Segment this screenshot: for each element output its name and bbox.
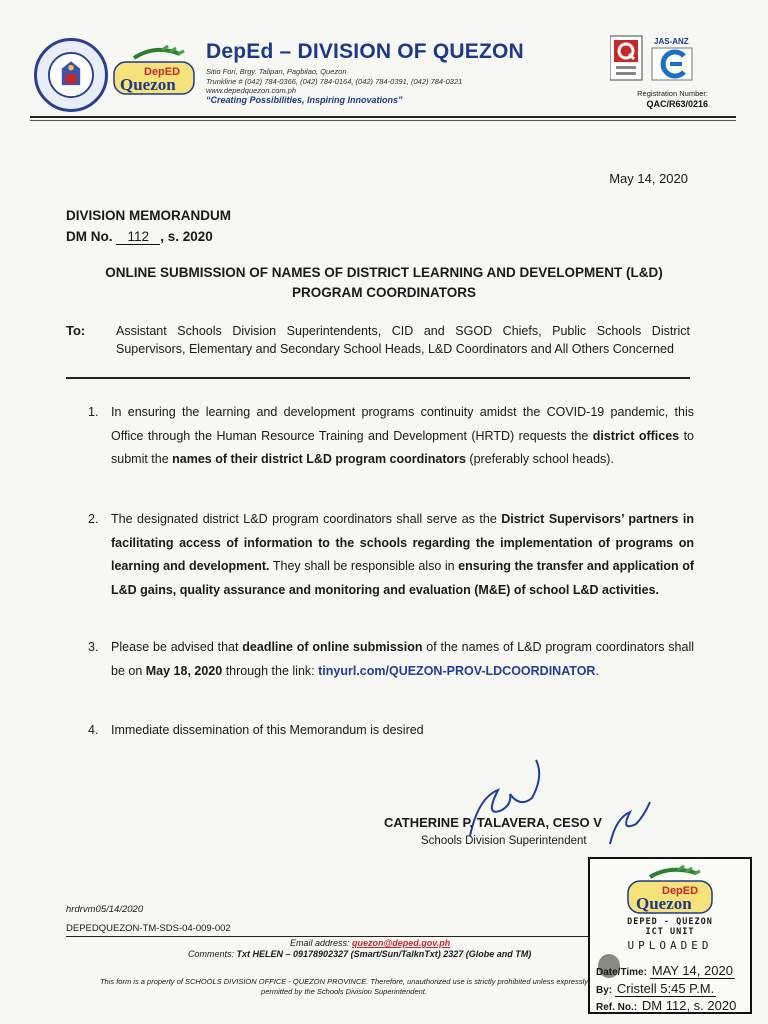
stamp-uploaded: UPLOADED xyxy=(627,939,713,952)
footer-divider xyxy=(66,936,590,937)
memo-number: DM No. 112 , s. 2020 xyxy=(66,229,213,244)
registration-number: QAC/R63/0216 xyxy=(646,99,708,109)
list-item-3: 3. Please be advised that deadline of online submission of the names of L&D program coordinators shall be on May 18, 2020 through the link: tinyurl.com/QUEZON-PROV-LDCOORDINATOR. xyxy=(88,640,695,678)
stamp-by-row: By: Cristell 5:45 P.M. xyxy=(596,981,715,996)
to-recipients: Assistant Schools Division Superintendents, CID and SGOD Chiefs, Public Schools District Supervisors, Elementary and Secondary School Heads, L&D Coordinators and All Others Concerned xyxy=(116,324,690,356)
stamp-date-row: Date/Time: MAY 14, 2020 xyxy=(596,963,733,978)
svg-text:Quezon: Quezon xyxy=(120,75,176,94)
list-item-4: 4. Immediate dissemination of this Memorandum is desired xyxy=(88,723,424,737)
deped-quezon-logo xyxy=(112,44,198,102)
list-item-1: 1. In ensuring the learning and development programs continuity amidst the COVID-19 pandemic, this Office through the Human Resource Training and Development (HRTD) requests the district offices to submit the names of their district L&D program coordinators (preferably school heads). xyxy=(88,405,694,466)
registration-label: Registration Number: xyxy=(637,89,708,98)
header-divider-thin xyxy=(30,120,736,121)
svg-text:DepED: DepED xyxy=(144,66,181,78)
to-label: To: xyxy=(66,323,86,338)
certification-logo xyxy=(610,34,700,84)
stamp-ref-row: Ref. No.: DM 112, s. 2020 xyxy=(596,998,737,1013)
list-item-2: 2. The designated district L&D program coordinators shall serve as the District Supervisors’ partners in facilitating access of information to the schools regarding the implementation of programs on learning and development. They shall be responsible also in ensuring the transfer and application of L&D gains, quality assurance and monitoring and evaluation (M&E) of school L&D activities. xyxy=(88,512,694,597)
svg-text:DepED: DepED xyxy=(662,885,699,897)
footer-email: Email address: quezon@deped.gov.ph xyxy=(290,938,451,948)
deped-seal-logo xyxy=(34,38,108,112)
footer-notice: This form is a property of SCHOOLS DIVISION OFFICE - QUEZON PROVINCE. Therefore, unauthorized use is strictly prohibited unless expressly permitted by the Schools Division Superintendent. xyxy=(99,977,589,996)
svg-text:Quezon: Quezon xyxy=(636,894,692,913)
stamp-office: DEPED - QUEZON xyxy=(627,917,713,927)
submission-link[interactable]: tinyurl.com/QUEZON-PROV-LDCOORDINATOR xyxy=(318,663,596,678)
header-divider xyxy=(30,116,736,118)
stamp-unit: ICT UNIT xyxy=(645,927,695,937)
memo-type: DIVISION MEMORANDUM xyxy=(66,208,231,223)
upload-stamp xyxy=(588,857,752,1014)
signatory-name: CATHERINE P. TALAVERA, CESO V xyxy=(384,815,602,830)
header-tagline: “Creating Possibilities, Inspiring Innovations” xyxy=(206,95,403,105)
header-title: DepEd – DIVISION OF QUEZON xyxy=(206,40,524,63)
email-link[interactable]: quezon@deped.gov.ph xyxy=(352,938,451,948)
memo-subject: ONLINE SUBMISSION OF NAMES OF DISTRICT LEARNING AND DEVELOPMENT (L&D) PROGRAM COORDINATORS xyxy=(105,265,663,300)
footer-comments: Comments: Txt HELEN – 09178902327 (Smart/Sun/TalknTxt) 2327 (Globe and TM) xyxy=(188,949,532,959)
signatory-title: Schools Division Superintendent xyxy=(421,835,587,847)
stamp-deped-quezon-logo xyxy=(626,865,714,917)
footer-document-code: DEPEDQUEZON-TM-SDS-04-009-002 xyxy=(66,923,231,934)
footer-reference-code: hrdrvm05/14/2020 xyxy=(66,904,144,915)
header-address: Sitio Fori, Brgy. Talipan, Pagbilao, Quezon Trunkline # (042) 784-0366, (042) 784-0164, (042) 784-0391, (042) 784-0321 www.depedquezon.com.ph xyxy=(206,67,463,95)
svg-text:JAS-ANZ: JAS-ANZ xyxy=(654,37,689,46)
to-divider xyxy=(66,377,690,379)
memo-date: May 14, 2020 xyxy=(609,171,688,186)
memo-number-value: 112 xyxy=(116,229,160,245)
